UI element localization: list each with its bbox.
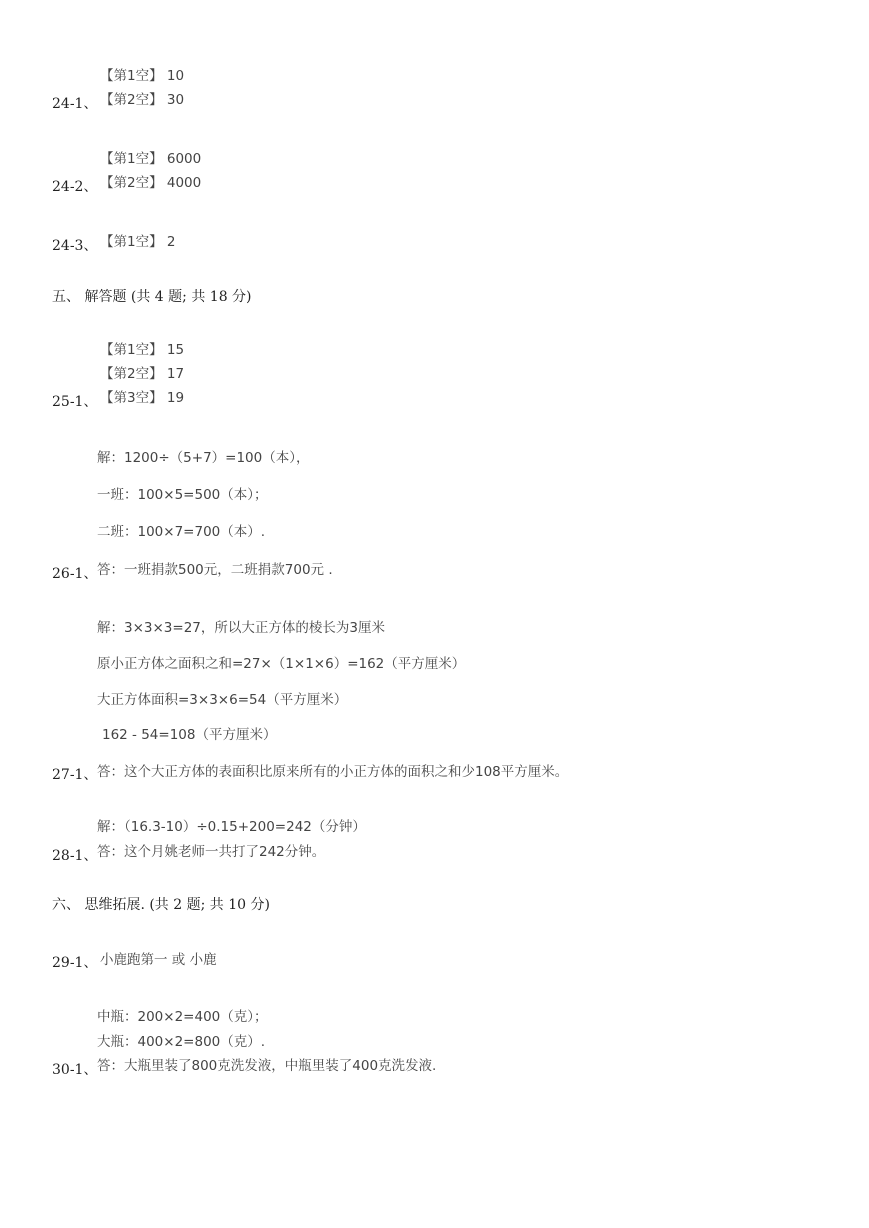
solution-line: 162 - 54=108（平方厘米）	[102, 727, 277, 743]
answer-line: 【第1空】 10	[100, 68, 185, 84]
answer-line: 小鹿跑第一 或 小鹿	[100, 952, 217, 968]
question-number: 26-1、	[52, 566, 98, 582]
section-heading: 六、 思维拓展. (共 2 题; 共 10 分)	[52, 897, 270, 913]
question-number: 25-1、	[52, 394, 98, 410]
answer-statement: 答：这个月姚老师一共打了242分钟。	[97, 844, 326, 860]
answer-statement: 答：一班捐款500元，二班捐款700元 .	[97, 562, 333, 578]
answer-statement: 答：这个大正方体的表面积比原来所有的小正方体的面积之和少108平方厘米。	[97, 764, 569, 780]
answer-line: 【第2空】 17	[100, 366, 185, 382]
question-number: 29-1、	[52, 955, 98, 971]
solution-line: 一班：100×5=500（本）；	[97, 487, 268, 503]
answer-statement: 答：大瓶里装了800克洗发液，中瓶里装了400克洗发液.	[97, 1058, 437, 1074]
solution-line: 大瓶：400×2=800（克）.	[97, 1034, 266, 1050]
solution-line: 解：1200÷（5+7）=100（本），	[97, 450, 310, 466]
solution-line: 解：3×3×3=27，所以大正方体的棱长为3厘米	[97, 620, 385, 636]
section-heading: 五、 解答题 (共 4 题; 共 18 分)	[52, 289, 252, 305]
solution-line: 二班：100×7=700（本）.	[97, 524, 266, 540]
answer-line: 【第2空】 30	[100, 92, 185, 108]
question-number: 30-1、	[52, 1062, 98, 1078]
question-number: 24-1、	[52, 96, 98, 112]
question-number: 24-2、	[52, 179, 98, 195]
question-number: 28-1、	[52, 848, 98, 864]
solution-line: 原小正方体之面积之和=27×（1×1×6）=162（平方厘米）	[97, 656, 466, 672]
solution-line: 解：（16.3-10）÷0.15+200=242（分钟）	[97, 819, 366, 835]
question-number: 24-3、	[52, 238, 98, 254]
answer-line: 【第1空】 2	[100, 234, 176, 250]
question-number: 27-1、	[52, 767, 98, 783]
answer-line: 【第2空】 4000	[100, 175, 202, 191]
solution-line: 大正方体面积=3×3×6=54（平方厘米）	[97, 692, 348, 708]
answer-line: 【第1空】 15	[100, 342, 185, 358]
answer-line: 【第3空】 19	[100, 390, 185, 406]
answer-line: 【第1空】 6000	[100, 151, 202, 167]
solution-line: 中瓶：200×2=400（克）；	[97, 1009, 268, 1025]
